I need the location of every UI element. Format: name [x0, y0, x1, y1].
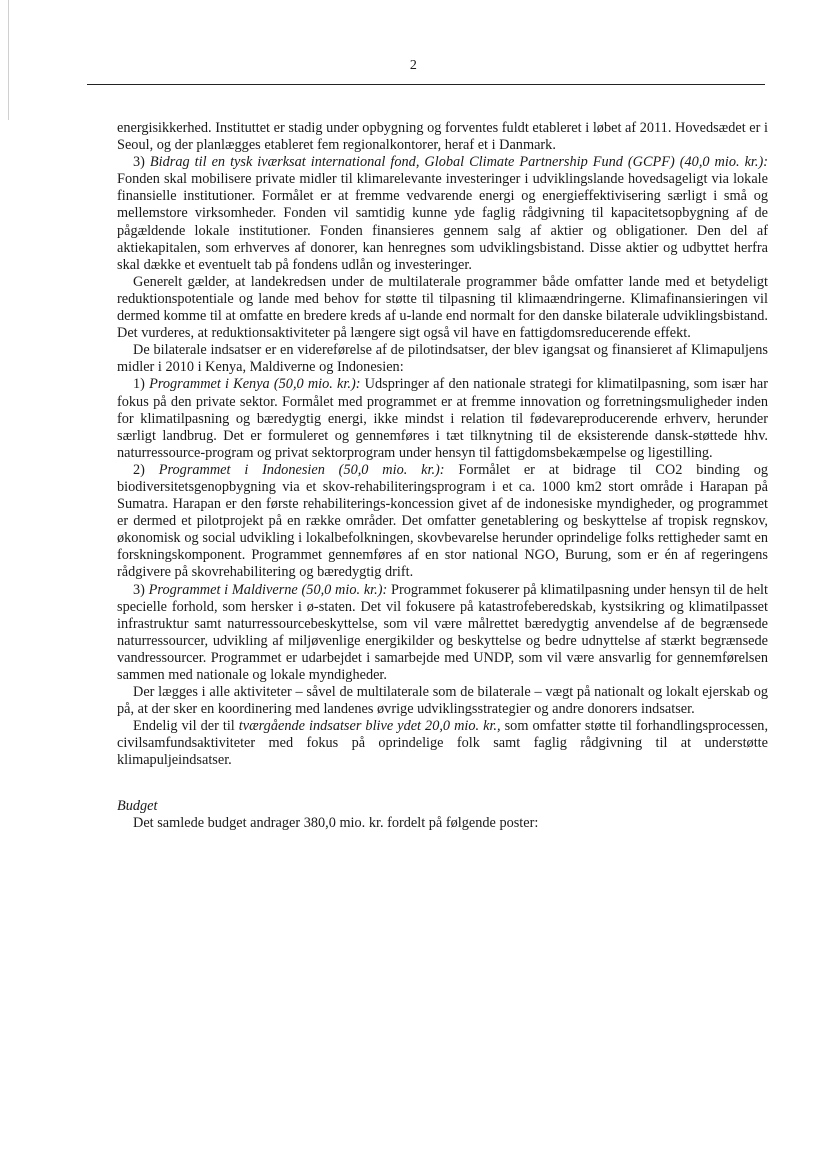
paragraph-continuation: energisikkerhed. Instituttet er stadig under opbygning og forventes fuldt etableret i løbet af 2011. Hovedsædet er i Seoul, og der planlægges etableret fem regionalkontorer, heraf et i Danmark. — [117, 120, 768, 154]
item-number: 1) — [133, 376, 150, 393]
budget-heading: Budget — [117, 797, 158, 814]
cross-cutting-body: som omfatter støtte til forhandlingsprocessen, civilsamfundsaktiviteter med fokus på oprindelige folk samt faglig rådgivning til at understøtte klimapuljeindsatser. — [117, 718, 769, 769]
paragraph-bilateral-intro: De bilaterale indsatser er en videreførelse af de pilotindsatser, der blev igangsat og finansieret af Klimapuljens midler i 2010 i Kenya, Maldiverne og Indonesien: — [117, 342, 768, 376]
item-body-indonesia: Formålet er at bidrage til CO2 binding og biodiversitetsgenopbygning via et skov-rehabiliteringsprogram i et ca. 1000 km2 stort område i Harapan på Sumatra. Harapan er den første rehabiliterings-koncession givet af de indonesiske myndigheder, og programmet er dermed et pilotprojekt på en række områder. Det omfatter genetablering og beskyttelse af tropisk regnskov, økonomisk og social udvikling i lokalbefolkningen, skovbevarelse herunder oprindelige folks rettigheder samt en forskningskomponent. Programmet gennemføres af en stor national NGO, Burung, som er én af regeringens rådgivere på skovrehabilitering og bæredygtig drift. — [117, 461, 769, 581]
cross-cutting-lead: Endelig vil der til — [133, 718, 239, 735]
paragraph-maldives — [117, 582, 768, 685]
item-body-maldives: Programmet fokuserer på klimatilpasning under hensyn til de helt specielle forhold, som hersker i ø-staten. Det vil fokusere på katastrofeberedskab, kystsikring og klimatilpasset infrastruktur samt naturressourcebeskyttelse, som vil være målrettet bæredygtig anvendelse af de begrænsede naturressourcer, udvikling af miljøvenlige energikilder og beskyttelse og bedre udnyttelse af stærkt begrænsede vandressourcer. Programmet er udarbejdet i samarbejde med UNDP, som vil være ansvarlig for gennemførelsen sammen med nationale og lokale myndigheder. — [117, 581, 768, 683]
paragraph-cross-cutting — [117, 718, 768, 769]
document-body — [117, 120, 768, 832]
cross-cutting-title: tværgående indsatser blive ydet 20,0 mio. kr., — [238, 718, 501, 735]
paragraph-ownership: Der lægges i alle aktiviteter – såvel de multilaterale som de bilaterale – vægt på nationalt og lokalt ejerskab og på, at der sker en koordinering med landenes øvrige udviklingsstrategier og andre donorers indsatser. — [117, 684, 768, 718]
paragraph-kenya — [117, 376, 768, 461]
paragraph-budget: Det samlede budget andrager 380,0 mio. kr. fordelt på følgende poster: — [133, 814, 539, 831]
paragraph-indonesia — [117, 462, 768, 582]
item-number: 2) — [133, 461, 159, 478]
item-body-kenya: Udspringer af den nationale strategi for klimatilpasning, som især har fokus på den private sektor. Formålet med programmet er at fremme innovation og forretningsmuligheder inden for klimatilpasning og bæredygtig energi, ikke mindst i relation til fødevareproducerende erhverv, herunder særligt landbrug. Det er formuleret og gennemføres i tæt tilknytning til de eksisterende dansk-støttede hhv. naturressource-program og privat sektorprogram under hensyn til fattigdomsbekæmpelse og ligestilling. — [117, 376, 768, 461]
page-number: 2 — [409, 58, 418, 73]
item-title-indonesia: Programmet i Indonesien (50,0 mio. kr.): — [158, 461, 445, 478]
item-number: 3) — [133, 581, 149, 598]
item-title-gcpf: Bidrag til en tysk iværksat international fond, Global Climate Partnership Fund (GCPF) (40,0 mio. kr.): — [149, 154, 768, 171]
item-title-kenya: Programmet i Kenya (50,0 mio. kr.): — [149, 376, 361, 393]
item-body-gcpf: Fonden skal mobilisere private midler til klimarelevante investeringer i udviklingslande hovedsageligt via lokale finansielle institutioner. Formålet er at fremme vedvarende energi og energieffektivisering særligt i små og mellemstore virksomheder. Fonden vil samtidig kunne yde faglig rådgivning til kapacitetsopbygning af de pågældende lokale institutioner. Fonden finansieres gennem salg af aktier og obligationer. Den del af aktiekapitalen, som erhverves af donorer, kan henregnes som udviklingsbistand. Disse aktier og udbyttet herfra skal dække et eventuelt tab på fondens udlån og investeringer. — [117, 171, 768, 273]
paragraph-gcpf — [117, 154, 768, 274]
paragraph-multilateral-general: Generelt gælder, at landekredsen under de multilaterale programmer både omfatter lande med et betydeligt reduktionspotentiale og lande med behov for støtte til tilpasning til klimaændringerne. Klimafinansieringen vil dermed komme til at omfatte en bredere kreds af u-lande end normalt for den danske bilaterale udviklingsbistand. Det vurderes, at reduktionsaktiviteter på længere sigt også vil have en fattigdomsreducerende effekt. — [117, 273, 768, 342]
item-number: 3) — [133, 154, 150, 171]
header-rule — [87, 84, 765, 85]
item-title-maldives: Programmet i Maldiverne (50,0 mio. kr.): — [148, 581, 388, 598]
